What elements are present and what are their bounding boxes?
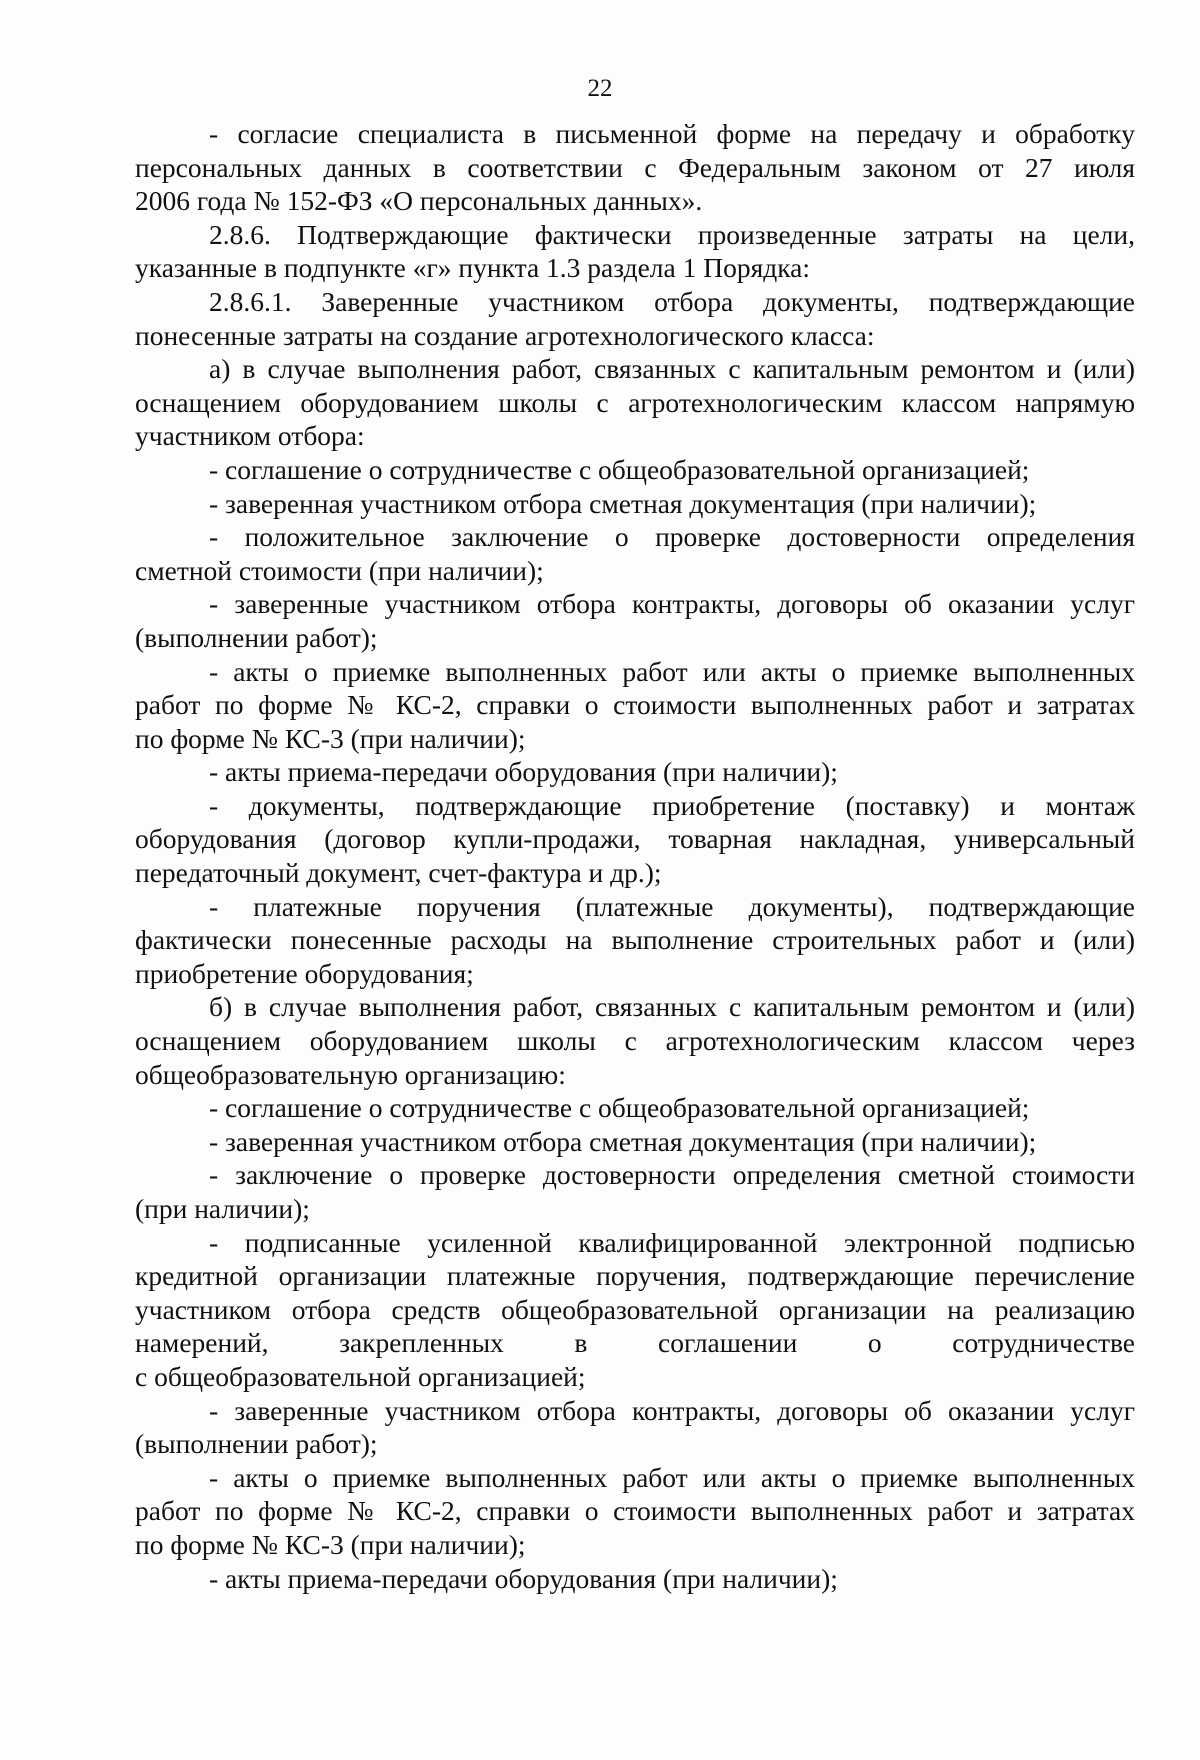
text-line: намерений, закрепленных в соглашении о сотрудничестве xyxy=(135,1327,1135,1359)
text-line: - акты приема-передачи оборудования (при наличии); xyxy=(209,1562,838,1594)
text-line: участником отбора средств общеобразовательной организации на реализацию xyxy=(135,1293,1135,1325)
text-line: - соглашение о сотрудничестве с общеобразовательной организацией; xyxy=(209,453,1030,485)
text-line: понесенные затраты на создание агротехнологического класса: xyxy=(135,319,875,351)
text-line: 2.8.6. Подтверждающие фактически произведенные затраты на цели, xyxy=(209,218,1135,250)
document-body xyxy=(135,117,1135,1595)
text-line: - акты приема-передачи оборудования (при наличии); xyxy=(209,756,838,788)
text-line: - согласие специалиста в письменной форме на передачу и обработку xyxy=(209,118,1135,149)
text-line: (выполнении работ); xyxy=(135,621,378,653)
text-line: фактически понесенные расходы на выполнение строительных работ и (или) xyxy=(135,924,1135,956)
text-line: - заверенные участником отбора контракты, договоры об оказании услуг xyxy=(209,1394,1135,1426)
text-line: работ по форме № КС-2, справки о стоимости выполненных работ и затратах xyxy=(135,689,1135,721)
page-number: 22 xyxy=(587,75,613,102)
text-line: - акты о приемке выполненных работ или акты о приемке выполненных xyxy=(209,655,1135,687)
text-line: сметной стоимости (при наличии); xyxy=(135,554,544,586)
text-line: (при наличии); xyxy=(135,1193,310,1224)
text-line: - документы, подтверждающие приобретение (поставку) и монтаж xyxy=(209,789,1135,821)
text-line: общеобразовательную организацию: xyxy=(135,1058,566,1090)
text-line: персональных данных в соответствии с Федеральным законом от 27 июля xyxy=(135,151,1135,183)
text-line: оборудования (договор купли-продажи, товарная накладная, универсальный xyxy=(135,823,1135,855)
text-line: - акты о приемке выполненных работ или акты о приемке выполненных xyxy=(209,1461,1135,1493)
text-line: (выполнении работ); xyxy=(135,1428,378,1460)
text-line: б) в случае выполнения работ, связанных с капитальным ремонтом и (или) xyxy=(209,991,1135,1023)
text-line: по форме № КС-3 (при наличии); xyxy=(135,722,526,754)
text-line: работ по форме № КС-2, справки о стоимости выполненных работ и затратах xyxy=(135,1495,1135,1527)
text-line: оснащением оборудованием школы с агротехнологическим классом напрямую xyxy=(135,386,1135,418)
text-line: 2006 года № 152-ФЗ «О персональных данных». xyxy=(135,185,703,217)
text-line: - платежные поручения (платежные документы), подтверждающие xyxy=(209,890,1135,922)
text-line: оснащением оборудованием школы с агротехнологическим классом через xyxy=(135,1025,1135,1057)
text-line: - заверенная участником отбора сметная документация (при наличии); xyxy=(209,487,1037,519)
text-line: а) в случае выполнения работ, связанных с капитальным ремонтом и (или) xyxy=(209,353,1135,385)
text-line: - соглашение о сотрудничестве с общеобразовательной организацией; xyxy=(209,1092,1030,1124)
text-line: по форме № КС-3 (при наличии); xyxy=(135,1528,526,1560)
text-line: приобретение оборудования; xyxy=(135,957,474,989)
text-line: - подписанные усиленной квалифицированной электронной подписью xyxy=(209,1226,1135,1258)
text-line: кредитной организации платежные поручения, подтверждающие перечисление xyxy=(135,1260,1135,1292)
text-line: указанные в подпункте «г» пункта 1.3 раздела 1 Порядка: xyxy=(135,252,811,284)
text-line: 2.8.6.1. Заверенные участником отбора документы, подтверждающие xyxy=(209,285,1135,317)
text-line: передаточный документ, счет-фактура и др.); xyxy=(135,857,662,889)
text-line: - заверенные участником отбора контракты, договоры об оказании услуг xyxy=(209,588,1135,620)
text-line: участником отбора: xyxy=(135,420,365,452)
text-line: - положительное заключение о проверке достоверности определения xyxy=(209,521,1135,553)
text-line: с общеобразовательной организацией; xyxy=(135,1360,586,1392)
text-line: - заключение о проверке достоверности определения сметной стоимости xyxy=(209,1159,1135,1191)
text-line: - заверенная участником отбора сметная документация (при наличии); xyxy=(209,1125,1037,1157)
